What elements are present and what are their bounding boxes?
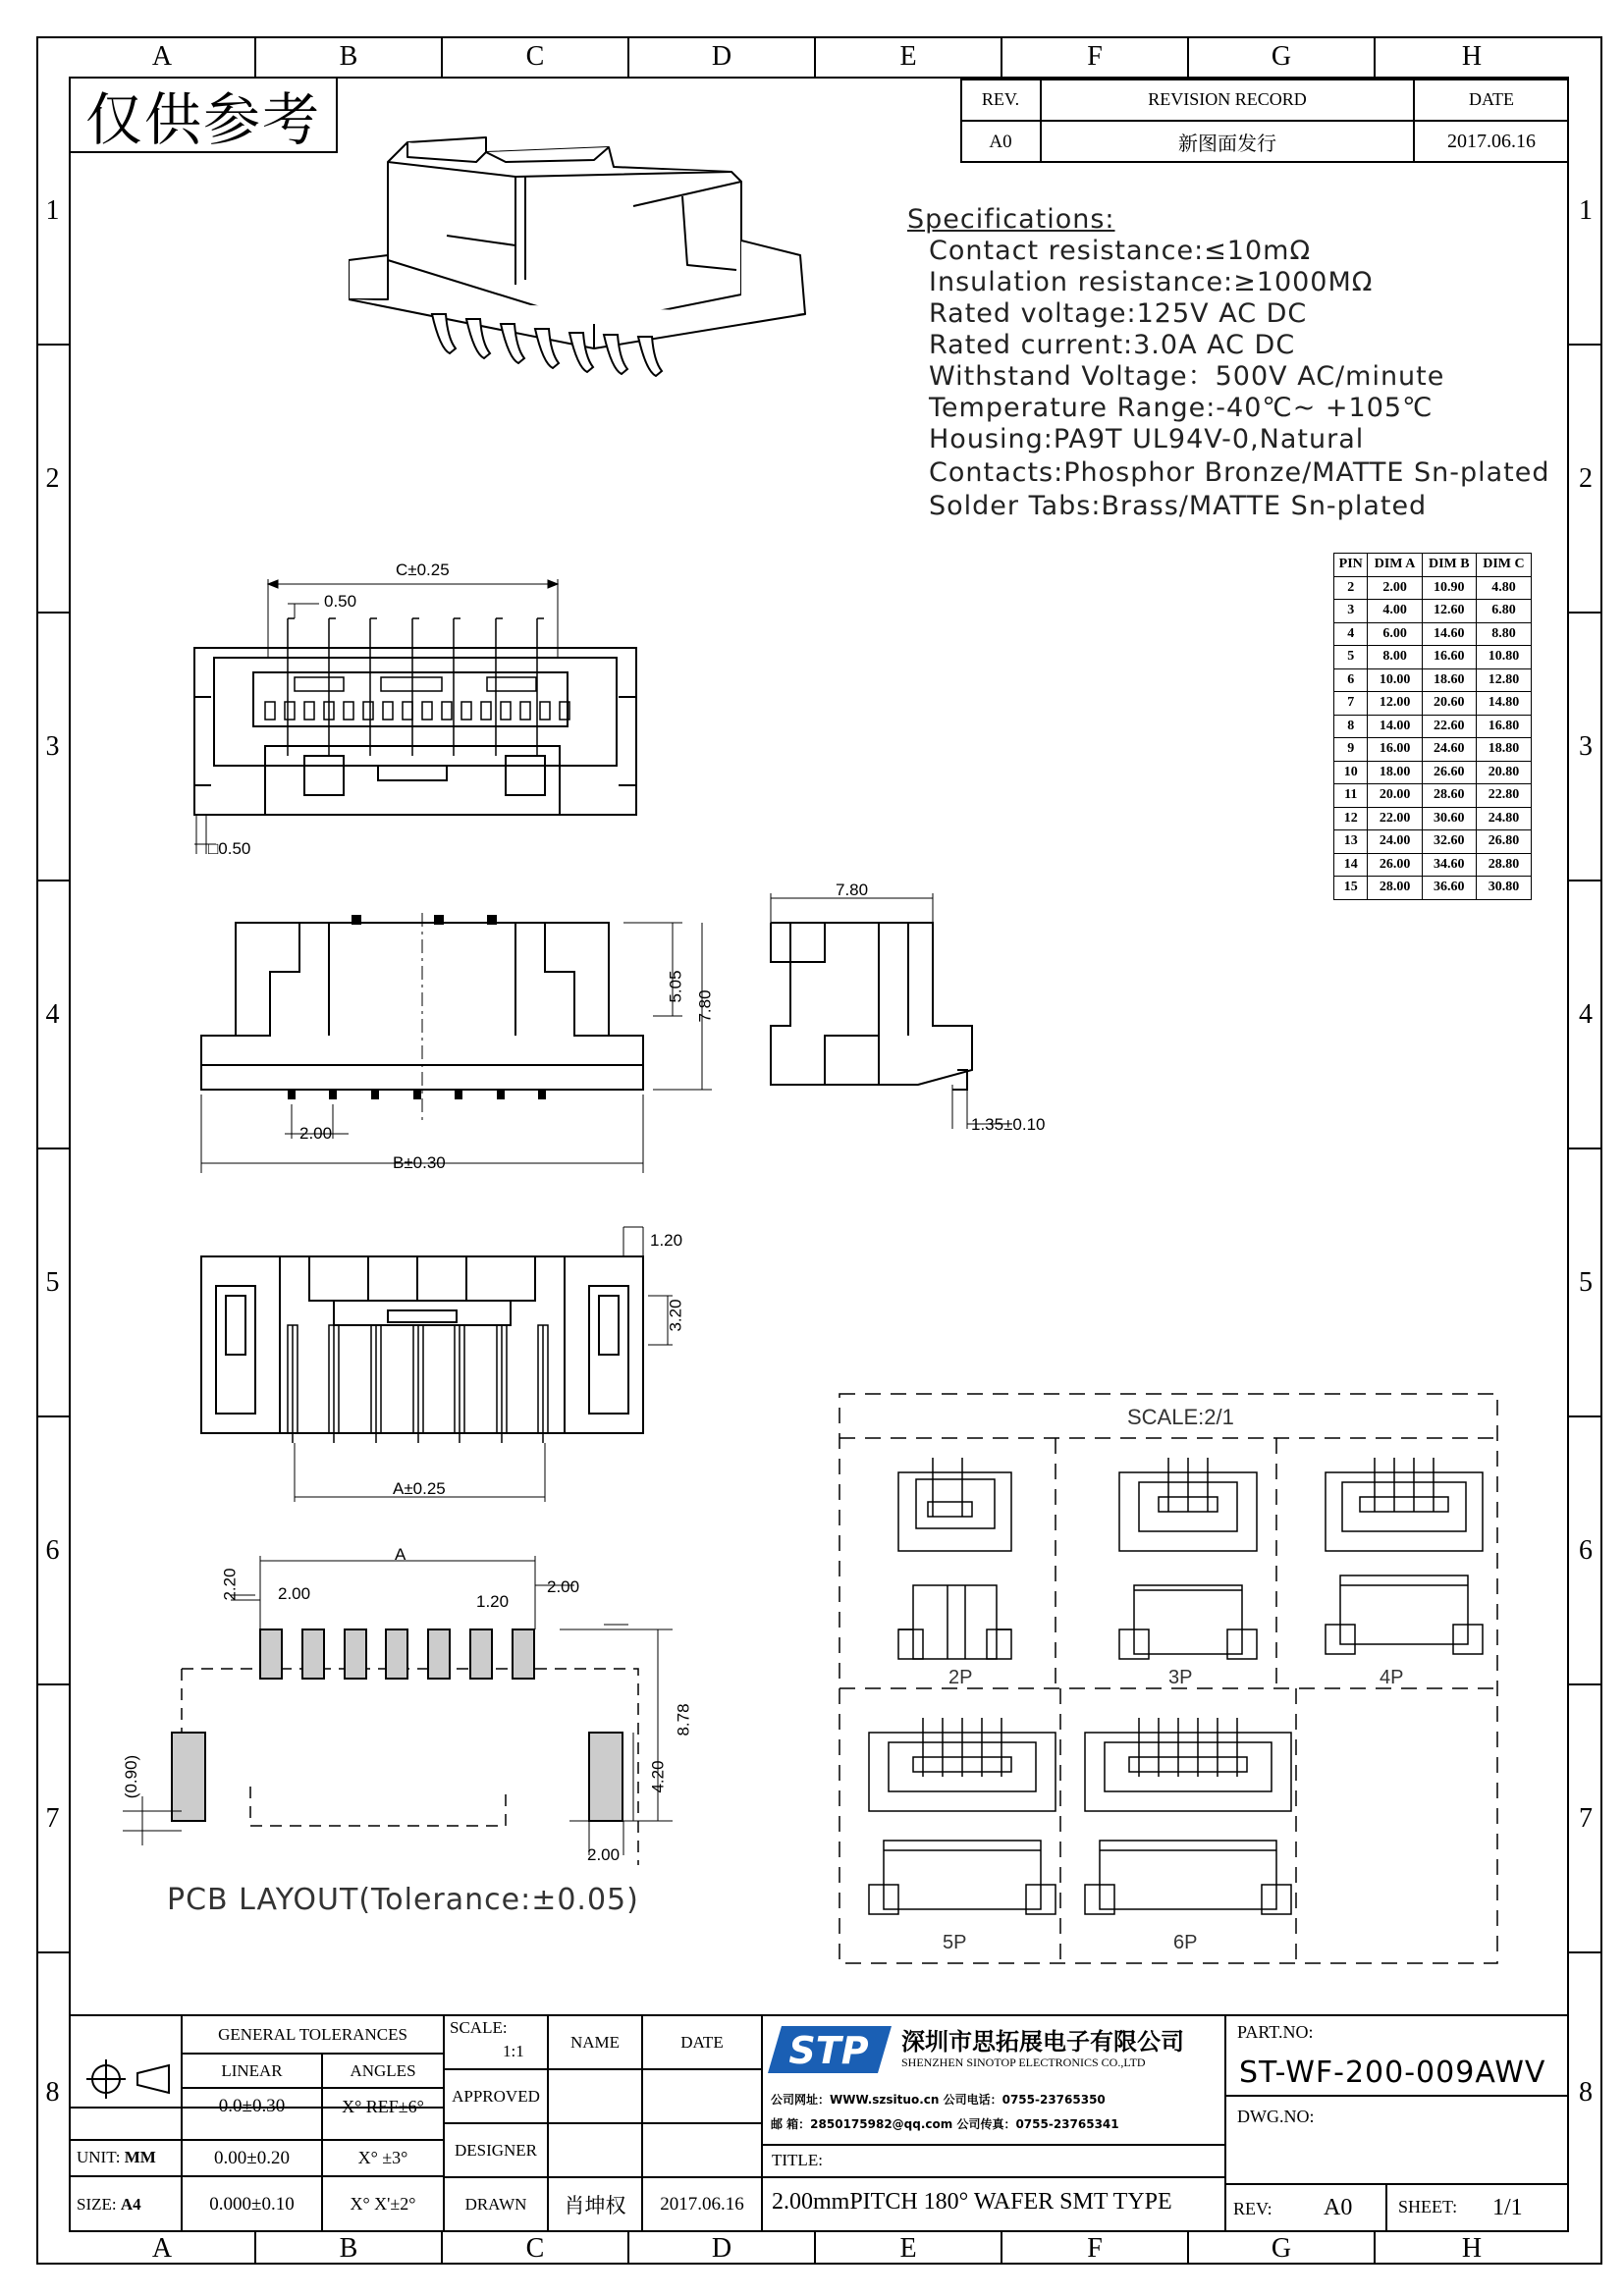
spec-line: Contacts:Phosphor Bronze/MATTE Sn-plated xyxy=(929,457,1550,488)
table-cell: 10 xyxy=(1334,761,1368,784)
zone-row-label: 8 xyxy=(1579,2076,1593,2108)
title-label: TITLE: xyxy=(772,2151,823,2169)
zone-row-label: 6 xyxy=(45,1534,60,1566)
specifications-title: Specifications: xyxy=(907,204,1115,235)
size-row xyxy=(77,2195,141,2215)
table-header-cell: DIM C xyxy=(1476,554,1531,577)
sheet-label: SHEET: xyxy=(1398,2197,1458,2216)
scale-panel-title: SCALE:2/1 xyxy=(1127,1405,1234,1429)
table-cell: 12.00 xyxy=(1368,692,1422,716)
company-logo xyxy=(768,2022,895,2077)
table-cell: 9 xyxy=(1334,738,1368,762)
rev-label: REV: xyxy=(1233,2199,1272,2218)
zone-row-label: 2 xyxy=(1579,462,1593,494)
sheet-value: 1/1 xyxy=(1492,2195,1523,2220)
dimension-pcb-pitch: 2.00 xyxy=(278,1584,311,1603)
table-cell: 4.80 xyxy=(1476,576,1531,600)
angle-tolerance: X° ±3° xyxy=(357,2148,408,2167)
table-cell: 12.80 xyxy=(1476,668,1531,692)
table-cell: 14.60 xyxy=(1422,622,1476,646)
angles-header: ANGLES xyxy=(350,2060,416,2080)
revision-record-value: 新图面发行 xyxy=(1178,132,1276,155)
table-cell: 20.60 xyxy=(1422,692,1476,716)
table-cell: 4.00 xyxy=(1368,600,1422,623)
zone-row-label: 1 xyxy=(45,194,60,226)
table-cell: 12.60 xyxy=(1422,600,1476,623)
zone-row-label: 4 xyxy=(45,998,60,1030)
dimension-pitch: 2.00 xyxy=(299,1124,333,1143)
dimension-pcb-offset: (0.90) xyxy=(122,1754,141,1799)
table-cell: 34.60 xyxy=(1422,853,1476,877)
company-name-cn: 深圳市思拓展电子有限公司 xyxy=(901,2028,1184,2056)
dimension-pin-width: 0.50 xyxy=(324,592,357,611)
table-cell: 10.90 xyxy=(1422,576,1476,600)
revision-record-header: REVISION RECORD xyxy=(1148,89,1307,109)
dimension-pcb-pad-w: 1.20 xyxy=(476,1592,510,1611)
table-cell: 20.80 xyxy=(1476,761,1531,784)
dimension-pcb-tab-w: 2.00 xyxy=(587,1845,621,1864)
date-header: DATE xyxy=(1469,89,1514,109)
zone-row-label: 5 xyxy=(1579,1266,1593,1298)
table-cell: 24.80 xyxy=(1476,807,1531,830)
table-cell: 6.00 xyxy=(1368,622,1422,646)
size-value: A4 xyxy=(120,2195,141,2214)
spec-line: Withstand Voltage：500V AC/minute xyxy=(929,361,1445,392)
spec-line: Rated voltage:125V AC DC xyxy=(929,298,1308,329)
mini-view-label-3p: 3P xyxy=(1168,1667,1193,1688)
dwg-no-label: DWG.NO: xyxy=(1237,2107,1315,2126)
table-cell: 16.60 xyxy=(1422,646,1476,669)
table-cell: 18.80 xyxy=(1476,738,1531,762)
unit-row xyxy=(77,2148,156,2167)
dimension-side-width: 7.80 xyxy=(836,881,869,899)
zone-col-label: D xyxy=(711,40,732,72)
spec-line: Contact resistance:≤10mΩ xyxy=(929,236,1312,266)
dimension-pcb-pad-h: 2.20 xyxy=(220,1568,240,1601)
table-cell: 8 xyxy=(1334,715,1368,738)
table-cell: 11 xyxy=(1334,784,1368,808)
spec-line: Rated current:3.0A AC DC xyxy=(929,330,1296,360)
table-cell: 5 xyxy=(1334,646,1368,669)
zone-col-label: H xyxy=(1461,2232,1483,2264)
linear-tolerance: 0.000±0.10 xyxy=(209,2193,295,2215)
linear-header: LINEAR xyxy=(221,2060,283,2080)
zone-col-label: G xyxy=(1271,2232,1292,2264)
unit-label: UNIT: xyxy=(77,2148,121,2166)
company-website: 公司网址：WWW.szsituo.cn 公司电话：0755-23765350 xyxy=(771,2093,1106,2107)
table-cell: 32.60 xyxy=(1422,830,1476,854)
dimension-c-width: C±0.25 xyxy=(396,561,450,579)
angle-tolerance: X° REF±6° xyxy=(342,2096,424,2116)
table-cell: 7 xyxy=(1334,692,1368,716)
table-cell: 22.60 xyxy=(1422,715,1476,738)
rev-header: REV. xyxy=(981,89,1020,109)
projection-symbol xyxy=(86,2059,169,2099)
table-cell: 14 xyxy=(1334,853,1368,877)
table-cell: 4 xyxy=(1334,622,1368,646)
approved-label: APPROVED xyxy=(452,2086,540,2106)
mini-view-label-2p: 2P xyxy=(948,1667,973,1688)
title-value: 2.00mmPITCH 180° WAFER SMT TYPE xyxy=(772,2189,1172,2215)
dimension-front-h1: 5.05 xyxy=(666,970,685,1003)
table-cell: 14.00 xyxy=(1368,715,1422,738)
table-cell: 8.00 xyxy=(1368,646,1422,669)
table-cell: 2 xyxy=(1334,576,1368,600)
pcb-layout-label: PCB LAYOUT(Tolerance:±0.05) xyxy=(167,1883,639,1917)
zone-col-label: A xyxy=(151,2232,173,2264)
zone-row-label: 7 xyxy=(1579,1802,1593,1834)
revision-date-value: 2017.06.16 xyxy=(1447,131,1536,152)
table-cell: 26.60 xyxy=(1422,761,1476,784)
zone-col-label: B xyxy=(339,40,358,72)
zone-row-label: 1 xyxy=(1579,194,1593,226)
table-cell: 30.60 xyxy=(1422,807,1476,830)
table-cell: 18.60 xyxy=(1422,668,1476,692)
dimension-bottom-w: 1.20 xyxy=(650,1231,683,1250)
reference-stamp: 仅供参考 xyxy=(71,79,338,153)
dimension-bottom-h: 3.20 xyxy=(666,1299,685,1332)
dimension-front-h2: 7.80 xyxy=(695,989,715,1023)
zone-col-label: G xyxy=(1271,40,1292,72)
general-tolerances-label: GENERAL TOLERANCES xyxy=(218,2024,407,2044)
table-cell: 8.80 xyxy=(1476,622,1531,646)
mini-view-label-5p: 5P xyxy=(943,1932,967,1953)
zone-col-label: F xyxy=(1087,40,1103,72)
zone-row-label: 3 xyxy=(45,730,60,762)
zone-row-label: 5 xyxy=(45,1266,60,1298)
unit-value: MM xyxy=(124,2148,156,2166)
table-header-cell: DIM B xyxy=(1422,554,1476,577)
zone-row-label: 7 xyxy=(45,1802,60,1834)
zone-col-label: D xyxy=(711,2232,732,2264)
table-cell: 2.00 xyxy=(1368,576,1422,600)
table-cell: 26.00 xyxy=(1368,853,1422,877)
table-cell: 6.80 xyxy=(1476,600,1531,623)
zone-col-label: E xyxy=(899,2232,917,2264)
angle-tolerance: X° X'±2° xyxy=(350,2194,416,2214)
part-no-label: PART.NO: xyxy=(1237,2022,1314,2042)
dimension-pcb-pad-gap: 2.00 xyxy=(547,1577,580,1596)
table-cell: 10.80 xyxy=(1476,646,1531,669)
name-header: NAME xyxy=(569,2032,621,2052)
part-no-value: ST-WF-200-009AWV xyxy=(1239,2056,1546,2090)
spec-line: Temperature Range:-40℃~ +105℃ xyxy=(929,393,1434,423)
zone-col-label: E xyxy=(899,40,917,72)
table-cell: 22.80 xyxy=(1476,784,1531,808)
table-cell: 24.60 xyxy=(1422,738,1476,762)
size-label: SIZE: xyxy=(77,2195,117,2214)
spec-line: Housing:PA9T UL94V-0,Natural xyxy=(929,424,1365,454)
table-cell: 3 xyxy=(1334,600,1368,623)
table-header-cell: DIM A xyxy=(1368,554,1422,577)
table-cell: 20.00 xyxy=(1368,784,1422,808)
linear-tolerance: 0.00±0.20 xyxy=(214,2147,290,2168)
logo-text: STP xyxy=(788,2029,869,2072)
zone-row-label: 3 xyxy=(1579,730,1593,762)
zone-col-label: C xyxy=(525,40,545,72)
table-cell: 12 xyxy=(1334,807,1368,830)
mini-view-label-4p: 4P xyxy=(1380,1667,1404,1688)
table-cell: 16.00 xyxy=(1368,738,1422,762)
table-cell: 26.80 xyxy=(1476,830,1531,854)
designer-label: DESIGNER xyxy=(454,2140,538,2160)
zone-row-label: 2 xyxy=(45,462,60,494)
drawn-name: 肖坤权 xyxy=(564,2194,626,2217)
dimension-pin-square: □0.50 xyxy=(208,839,251,858)
rev-value: A0 xyxy=(989,131,1012,152)
table-cell: 13 xyxy=(1334,830,1368,854)
table-header-cell: PIN xyxy=(1334,554,1368,577)
zone-row-label: 4 xyxy=(1579,998,1593,1030)
zone-row-label: 8 xyxy=(45,2076,60,2108)
dimension-pcb-tab-h: 4.20 xyxy=(648,1760,668,1793)
scale-value: 1:1 xyxy=(503,2042,524,2060)
table-cell: 28.80 xyxy=(1476,853,1531,877)
rev-value: A0 xyxy=(1324,2195,1353,2220)
zone-col-label: F xyxy=(1087,2232,1103,2264)
company-name-en: SHENZHEN SINOTOP ELECTRONICS CO.,LTD xyxy=(901,2056,1146,2069)
table-cell: 30.80 xyxy=(1476,877,1531,900)
table-cell: 18.00 xyxy=(1368,761,1422,784)
table-cell: 28.00 xyxy=(1368,877,1422,900)
table-cell: 36.60 xyxy=(1422,877,1476,900)
table-cell: 22.00 xyxy=(1368,807,1422,830)
dimension-tab-thickness: 1.35±0.10 xyxy=(971,1115,1046,1134)
table-cell: 28.60 xyxy=(1422,784,1476,808)
spec-line: Solder Tabs:Brass/MATTE Sn-plated xyxy=(929,491,1428,521)
dimension-pcb-a: A xyxy=(395,1545,406,1564)
dimension-a-width: A±0.25 xyxy=(393,1479,446,1498)
scale-label: SCALE: xyxy=(450,2018,508,2037)
dimension-pcb-total-h: 8.78 xyxy=(674,1703,693,1736)
spec-line: Insulation resistance:≥1000MΩ xyxy=(929,267,1374,297)
table-cell: 10.00 xyxy=(1368,668,1422,692)
linear-tolerance: 0.0±0.30 xyxy=(218,2096,286,2116)
date-column-header: DATE xyxy=(680,2032,724,2052)
table-cell: 24.00 xyxy=(1368,830,1422,854)
mini-view-label-6p: 6P xyxy=(1173,1932,1198,1953)
zone-col-label: A xyxy=(151,40,173,72)
zone-col-label: H xyxy=(1461,40,1483,72)
zone-col-label: C xyxy=(525,2232,545,2264)
zone-row-label: 6 xyxy=(1579,1534,1593,1566)
table-cell: 16.80 xyxy=(1476,715,1531,738)
company-email: 邮 箱：2850175982@qq.com 公司传真：0755-23765341 xyxy=(771,2117,1119,2131)
table-cell: 15 xyxy=(1334,877,1368,900)
table-cell: 6 xyxy=(1334,668,1368,692)
dimension-b-width: B±0.30 xyxy=(393,1153,446,1172)
drawn-date: 2017.06.16 xyxy=(660,2194,744,2215)
drawn-label: DRAWN xyxy=(464,2195,527,2214)
zone-col-label: B xyxy=(339,2232,358,2264)
table-cell: 14.80 xyxy=(1476,692,1531,716)
